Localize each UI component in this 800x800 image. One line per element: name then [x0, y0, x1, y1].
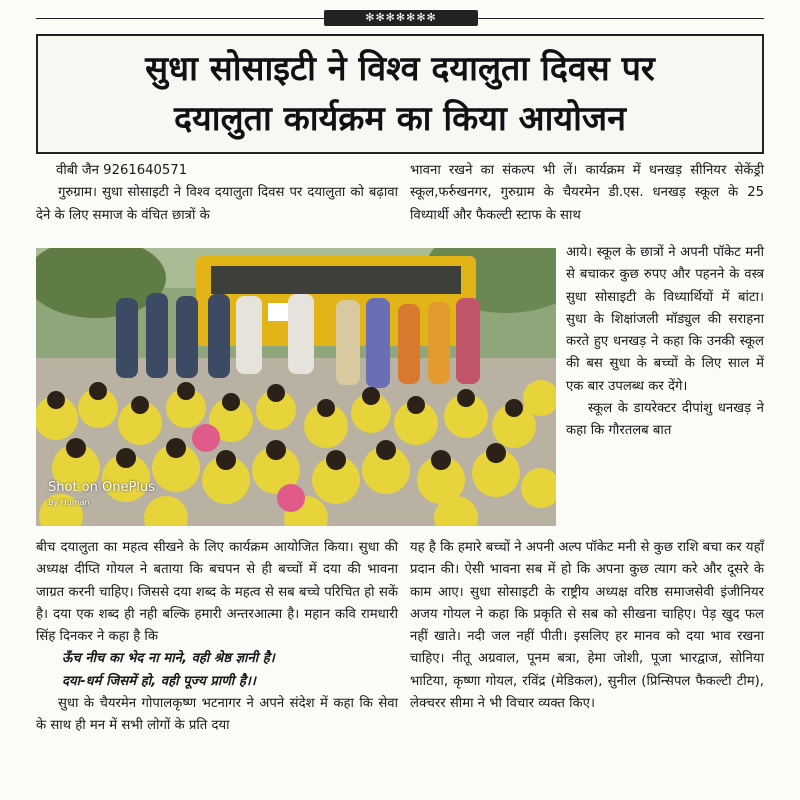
byline: वीबी जैन 9261640571 [56, 163, 188, 178]
event-photo [36, 248, 556, 526]
article-column-left-bottom [36, 537, 398, 738]
headline-line-1: सुधा सोसाइटी ने विश्व दयालुता दिवस पर [145, 49, 655, 89]
ornament-stars: ✻✻✻✻✻✻✻ [324, 10, 478, 26]
headline-line-2: दयालुता कार्यक्रम का किया आयोजन [174, 99, 626, 139]
article-column-right-bottom [410, 537, 764, 715]
right-side-paragraph-1: आये। स्कूल के छात्रों ने अपनी पॉकेट मनी से बचाकर कुछ रुपए और पहनने के वस्त्र सुधा सोसाइटी के विध्यार्थियों में बांटा। सुधा के शिक्षांजली मॉड्युल की सराहना करते हुए धनखड़ ने कहा कि उनकी स्कूल की बस सुधा के बच्चों के लिए साल में एक बार उपलब्ध कर देंगे। [566, 245, 764, 394]
left-bottom-paragraph-2: सुधा के चैयरमेन गोपालकृष्ण भटनागर ने अपने संदेश में कहा कि सेवा के साथ ही मन में सभी लोगों के प्रति दया [36, 696, 398, 734]
left-bottom-paragraph-1: बीच दयालुता का महत्व सीखने के लिए कार्यक्रम आयोजित किया। सुधा की अध्यक्ष दीप्ति गोयल ने बताया कि बचपन से ही बच्चों में दया की भावना जाग्रत करनी चाहिए। जिससे दया शब्द के महत्व से सब बच्चे परिचित हो सकें है। दया एक शब्द ही नही बल्कि हमारी अन्तरआत्मा है। महान कवि रामधारी सिंह दिनकर ने कहा है कि [36, 540, 398, 645]
lead-paragraph: गुरुग्राम। सुधा सोसाइटी ने विश्व दयालुता दिवस पर दयालुता को बढ़ावा देने के लिए समाज के वंचित छात्रों के [36, 185, 398, 223]
verse-line-2: दया-धर्म जिसमें हो, वही पूज्य प्राणी है।। [62, 673, 256, 689]
right-bottom-paragraph: यह है कि हमारे बच्चों ने अपनी अल्प पॉकेट मनी से कुछ राशि बचा कर यहाँ प्रदान की। ऐसी भावना सब में हो कि अपना कुछ त्याग करे और दूसरे के काम आए। सुधा सोसाइटी के राष्ट्रीय अध्यक्ष वरिष्ठ समाजसेवी इंजीनियर अजय गोयल ने कहा कि प्रकृति से सब को सीखना चाहिए। पेड़ खुद फल नहीं खाते। नदी जल नहीं पीती। इसलिए हर मानव को दया भाव रखना चाहिए। नीतू अग्रवाल, पूनम बत्रा, हेमा जोशी, पूजा भारद्वाज, सोनिया भाटिया, कृष्णा गोयल, रविंद्र (मेडिकल), सुनील (प्रिन्सिपल फैकल्टी टीम), लेक्चरर सीमा ने भी विचार व्यक्त किए। [410, 540, 764, 712]
article-column-left-top [36, 160, 398, 227]
headline-box [36, 34, 764, 154]
watermark-line-2: By Human [48, 498, 90, 507]
ornament-divider [0, 10, 800, 26]
right-side-paragraph-2: स्कूल के डायरेक्टर दीपांशु धनखड़ ने कहा कि गौरतलब बात [566, 401, 764, 439]
right-top-paragraph: भावना रखने का संकल्प भी लें। कार्यक्रम में धनखड़ सीनियर सेकेंड्री स्कूल,फर्रुखनगर, गुरुग्राम के चैयरमेन डी.एस. धनखड़ स्कूल के 25 विध्यार्थी और फैकल्टी स्टाफ के साथ [410, 163, 764, 223]
article-column-right-top [410, 160, 764, 227]
watermark-line-1: Shot on OnePlus [48, 480, 155, 495]
article-column-right-side [566, 242, 764, 443]
photo-watermark [48, 480, 155, 510]
verse-line-1: ऊँच नीच का भेद ना माने, वही श्रेष्ठ ज्ञानी है। [62, 651, 275, 667]
